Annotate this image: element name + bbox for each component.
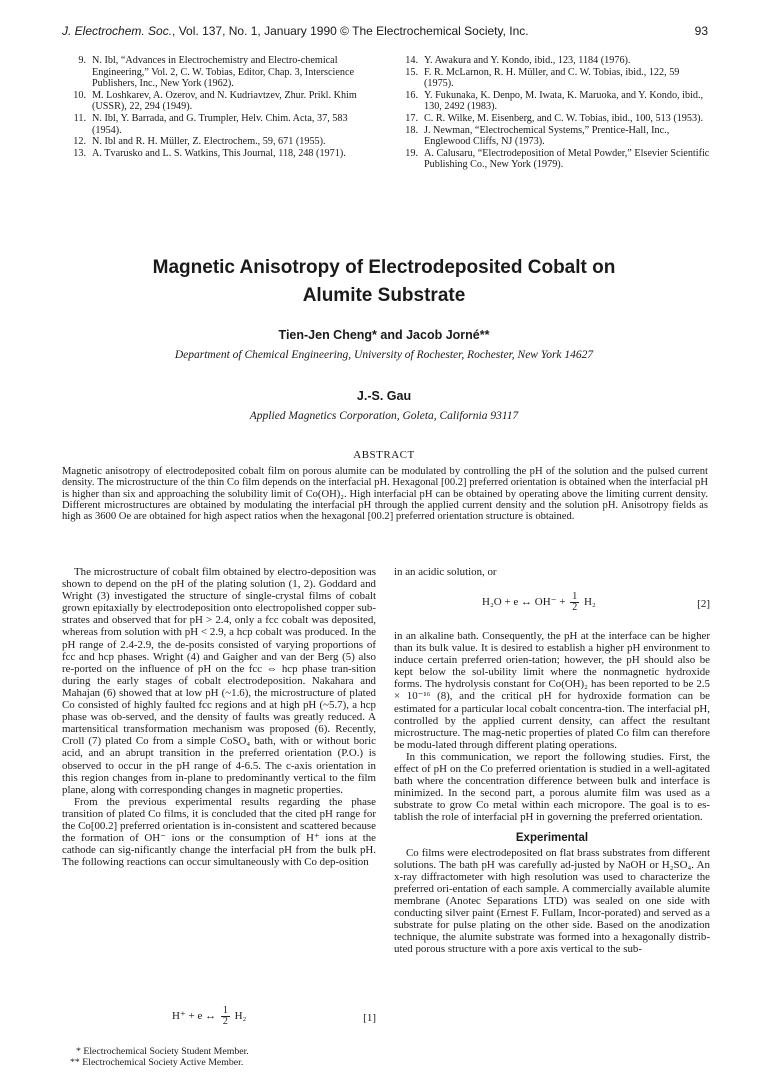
title-line-2: Alumite Substrate (302, 285, 466, 306)
reference-item (394, 148, 710, 171)
eq2-label: [2] (697, 598, 710, 610)
footnotes (62, 1046, 376, 1068)
article-title (0, 254, 768, 310)
reference-number: 16. (405, 89, 418, 101)
reference-number: 11. (73, 112, 86, 124)
authors-primary: Tien-Jen Cheng* and Jacob Jorné** (278, 328, 490, 342)
reference-text: A. Calusaru, “Electrodeposition of Metal Powder,” Elsevier Scientific Publishing Co., New York (1979). (424, 147, 710, 171)
eq2-rhs: H₂ (583, 596, 596, 609)
eq2-fraction (570, 592, 579, 613)
page-number: 93 (694, 24, 708, 38)
affiliation-rochester: Department of Chemical Engineering, University of Rochester, Rochester, New York 14627 (174, 349, 594, 361)
reference-item (394, 113, 710, 125)
reference-number: 14. (405, 55, 418, 66)
equation-1 (62, 1006, 376, 1032)
reference-item (62, 55, 377, 90)
body-right-column (394, 630, 710, 955)
abstract-heading: ABSTRACT (353, 449, 415, 461)
reference-item (394, 67, 710, 90)
running-header (62, 24, 708, 42)
affiliation-applied-magnetics: Applied Magnetics Corporation, Goleta, California 93117 (249, 410, 519, 422)
reference-item (394, 55, 710, 67)
footnote-active: ** Electrochemical Society Active Member. (70, 1057, 244, 1068)
title-line-1: Magnetic Anisotropy of Electrodeposited Cobalt on (152, 257, 616, 278)
eq1-lhs: H⁺ + e ↔ (172, 1010, 217, 1023)
references-right (394, 55, 710, 171)
body-right-column-intro (394, 566, 710, 578)
body-paragraph: From the previous experimental results regarding the phase transition of plated Co films, it is concluded that the cited pH range for the Co[00.2] preferred orientation is in-consistent and scattered because the formation of OH⁻ ions or the consumption of H⁺ ions at the cathode can sig-nificantly change the interfacial pH from the bulk pH. The following reactions can occur simultaneously with Co dep-osition (62, 795, 376, 869)
journal-citation (62, 24, 529, 38)
reference-number: 18. (405, 124, 418, 136)
reference-number: 9. (78, 55, 86, 66)
reference-text: C. R. Wilke, M. Eisenberg, and C. W. Tobias, ibid., 100, 513 (1953). (424, 112, 704, 124)
reference-text: F. R. McLarnon, R. H. Müller, and C. W. Tobias, ibid., 122, 59 (1975). (424, 66, 680, 90)
eq1-label: [1] (363, 1012, 376, 1024)
eq2-lhs: H₂O + e ↔ OH⁻ + (482, 596, 566, 609)
reference-number: 10. (73, 89, 86, 101)
equation-2 (394, 592, 710, 618)
journal-name: J. Electrochem. Soc. (62, 24, 173, 38)
reference-item (394, 125, 710, 148)
reference-text: Y. Fukunaka, K. Denpo, M. Iwata, K. Maruoka, and Y. Kondo, ibid., 130, 2492 (1983). (424, 89, 704, 113)
reference-item (62, 148, 377, 160)
reference-text: M. Loshkarev, A. Ozerov, and N. Kudriavtzev, Zhur. Prikl. Khim (USSR), 22, 294 (1949). (92, 89, 357, 113)
body-left-column (62, 566, 376, 868)
reference-text: N. Ibl, “Advances in Electrochemistry and Electro-chemical Engineering,” Vol. 2, C. W. Tobias, Editor, Chap. 3, Interscience Publishers, Inc., New York (1962). (92, 55, 355, 90)
reference-item (62, 90, 377, 113)
footnote-student: * Electrochemical Society Student Member. (76, 1046, 249, 1057)
reference-text: N. Ibl, Y. Barrada, and G. Trumpler, Helv. Chim. Acta, 37, 583 (1954). (92, 112, 348, 136)
reference-item (62, 113, 377, 136)
section-heading-experimental: Experimental (515, 831, 589, 844)
eq1-rhs: H₂ (234, 1010, 247, 1023)
eq1-numerator: 1 (222, 1005, 228, 1016)
reference-number: 17. (405, 112, 418, 124)
reference-text: N. Ibl and R. H. Müller, Z. Electrochem., 59, 671 (1955). (92, 136, 326, 148)
reference-text: Y. Awakura and Y. Kondo, ibid., 123, 1184 (1976). (424, 55, 631, 66)
reference-item (62, 136, 377, 148)
authors-secondary: J.-S. Gau (356, 389, 412, 403)
reference-number: 19. (405, 147, 418, 159)
abstract-text: Magnetic anisotropy of electrodeposited cobalt film on porous alumite can be modulated by controlling the pH of the solution and the pulsed current density. The microstructure of the thin Co film depends on the interfacial pH. Hexagonal [00.2] preferred orientation is obtained when the interfacial pH is higher than six and approaching the solubility limit of Co(OH)₂. High interfacial pH can be obtained by operating above the limiting current density. Different microstructures are obtained by modulating the interfacial pH through the applied current density and the solution pH. Anisotropy fields as high as 3600 Oe are obtained for high aspect ratios when the hexagonal [00.2] preferred orientation structure is obtained. (62, 466, 708, 523)
reference-text: A. Tvarusko and L. S. Watkins, This Journal, 118, 248 (1971). (92, 147, 346, 159)
body-paragraph: In this communication, we report the following studies. First, the effect of pH on the Co preferred orientation is studied in a well-agitated bath where the concentration difference between bulk and interface is minimized. In the second part, a porous alumite film was used as a substrate to grow Co metal within each micropore. The goal is to es-tablish the role of interfacial pH in governing the preferred orientation. (394, 750, 710, 824)
body-paragraph: in an alkaline bath. Consequently, the pH at the interface can be higher than its bulk value. It is desired to establish a higher pH environment to induce certain preferred orien-tation; however, the pH should also be kept below the sol-ubility limit where the nonmagnetic hydroxide forms. The hydrolysis constant for Co(OH)₂ has been reported to be 2.5 × 10⁻¹⁶ (8), and the critical pH for hydroxide formation can be estimated for a particular local cobalt concentra-tion. The interfacial pH, controlled by the applied current density, can affect the resultant microstructure. The mag-netic properties of plated Co film can therefore be modu-lated through different plating operations. (394, 630, 710, 751)
reference-text: J. Newman, “Electrochemical Systems,” Prentice-Hall, Inc., Englewood Cliffs, NJ (1973). (424, 124, 670, 148)
eq2-denominator: 2 (572, 602, 578, 613)
eq1-fraction (221, 1006, 230, 1027)
reference-number: 15. (405, 66, 418, 78)
reference-item (394, 90, 710, 113)
body-paragraph: The microstructure of cobalt film obtained by electro-deposition was shown to depend on the pH of the plating solution (1, 2). Goddard and Wright (3) investigated the structure of single-crystal films of cobalt grown epitaxially by electrodeposition onto electropolished copper sub-strates and observed that for pH > 2.4, only a fcc cobalt was deposited, whereas from solution with pH < 2.9, a hcp cobalt was produced. In the pH range of 2.4-2.9, the de-posits consisted of varying proportions of fcc and hcp phases. Wright (4) and Gaigher and van der Berg (5) also re-ported on the influence of pH on the fcc ⇔ hcp phase tran-sition during the early stages of cobalt electrodeposition. Nakahara and Mahajan (6) showed that at low pH (~1.6), the microstructure of plated Co consisted of highly faulted fcc regions and at high pH (~5.7), a hcp phase was ob-served, and the density of faults was greatly reduced. A martensitical transformation mechanism was proposed (6). Recently, Croll (7) plated Co from a simple CoSO₄ bath, with or without boric acid, and an abrupt transition in the preferred orientation (P.O.) is observed to occur in the pH range of 4-6.5. The c-axis orientation in this region changes from in-plane to predominantly vertical to the film plane, along with corresponding changes in magnetic properties. (62, 566, 376, 796)
references-left (62, 55, 377, 159)
reference-number: 12. (73, 136, 86, 148)
journal-issue: , Vol. 137, No. 1, January 1990 © The Electrochemical Society, Inc. (172, 24, 529, 38)
eq2-numerator: 1 (572, 591, 578, 602)
eq1-denominator: 2 (222, 1016, 228, 1027)
body-paragraph: Co films were electrodeposited on flat brass substrates from different solutions. The bath pH was carefully ad-justed by NaOH or H₂SO₄. An x-ray diffractometer with high resolution was used to characterize the preferred ori-entation of each sample. A commercially available alumite membrane (Anotec Separations LTD) was sealed on one side with conducting silver paint (Ernest F. Fullam, Incor-porated) and served as a substrate for pulse plating on the other side. Based on the anodization technique, the alumite substrate was formed into a hexagonally distrib-uted porous structure with a pore axis vertical to the sub- (394, 846, 710, 956)
reference-number: 13. (73, 147, 86, 159)
body-intro-line: in an acidic solution, or (394, 566, 497, 578)
